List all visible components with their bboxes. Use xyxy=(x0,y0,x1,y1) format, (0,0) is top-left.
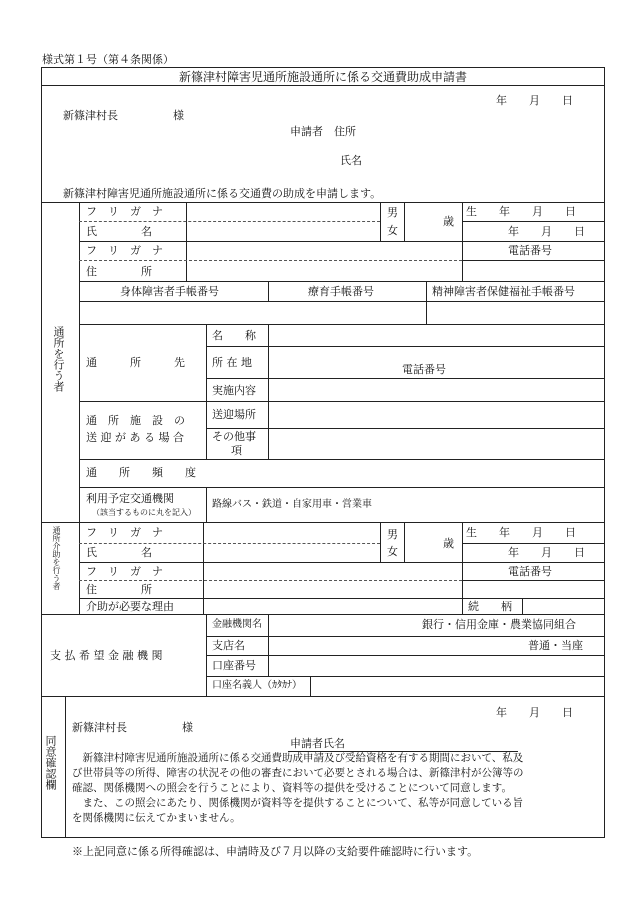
attendee-name-label: 氏 名 xyxy=(86,225,152,238)
attendee-birth-date: 年 月 日 xyxy=(508,225,585,238)
footnote: ※上記同意に係る所得確認は、申請時及び７月以降の支給要件確認時に行います。 xyxy=(72,845,479,858)
escort-address-label: 住 所 xyxy=(86,583,152,596)
escort-relation-label: 続 柄 xyxy=(468,600,512,613)
consent-addressee: 新篠津村長 様 xyxy=(72,721,193,734)
attendee-furigana-label: フ リ ガ ナ xyxy=(86,205,163,218)
table-border-top xyxy=(41,67,605,68)
bank-branch-label: 支店名 xyxy=(212,639,245,652)
pickup-label-line1: 通 所 施 設 の xyxy=(86,414,185,427)
table-border-bottom xyxy=(41,837,605,838)
transport-label: 利用予定交通機関 xyxy=(86,492,174,505)
transport-note: （該当するものに丸を記入） xyxy=(92,508,196,517)
pickup-label-line2: 送 迎 が あ る 場 合 xyxy=(86,431,184,444)
escort-label-divider xyxy=(203,522,204,614)
escort-birth-date: 年 月 日 xyxy=(508,546,585,559)
escort-side-label: 通所介助を行う者 xyxy=(52,526,61,590)
notebook-mental-label: 精神障害者保健福祉手帳番号 xyxy=(432,285,575,298)
other-label-line2: 項 xyxy=(231,444,242,457)
escort-phone-label: 電話番号 xyxy=(508,565,552,578)
consent-para1-line3: 確認、関係機関への照会を行うことにより、資料等の提供を受けることについて同意します。 xyxy=(72,782,512,794)
consent-top-rule xyxy=(41,696,605,697)
destination-name-label: 名 称 xyxy=(212,329,256,342)
attendee-top-rule xyxy=(41,202,605,203)
attendee-side-divider xyxy=(79,202,80,522)
bank-account-number-label: 口座番号 xyxy=(212,659,256,672)
escort-top-rule xyxy=(41,522,605,523)
consent-para2-line2: を関係機関に伝えてかまいません。 xyxy=(72,812,241,824)
consent-para1-line2: び世帯員等の所得、障害の状況その他の審査において必要とされる場合は、新篠津村が公簿等の xyxy=(72,767,524,779)
header-addressee: 新篠津村長 様 xyxy=(63,109,184,122)
consent-para1-line1: 新篠津村障害児通所施設通所に係る交通費助成申請及び受給資格を有する期間において、私及 xyxy=(72,752,524,764)
form-label: 様式第１号（第４条関係） xyxy=(42,53,174,66)
bank-top-rule xyxy=(41,614,605,615)
escort-furigana-label: フ リ ガ ナ xyxy=(86,526,163,539)
application-statement: 新篠津村障害児通所施設通所に係る交通費の助成を申請します。 xyxy=(63,187,382,200)
destination-label: 通 所 先 xyxy=(86,356,185,369)
transport-options: 路線バス・鉄道・自家用車・営業車 xyxy=(212,499,372,510)
consent-side-label: 同意確認欄 xyxy=(44,735,57,790)
bank-holder-label: 口座名義人（ｶﾀｶﾅ） xyxy=(212,680,302,691)
escort-sex-female: 女 xyxy=(387,545,398,558)
bank-section-label: 支 払 希 望 金 融 機 関 xyxy=(50,649,163,662)
attendee-age-label: 歳 xyxy=(443,215,454,228)
attendee-address-label: 住 所 xyxy=(86,265,152,278)
escort-sex-male: 男 xyxy=(387,528,398,541)
applicant-name-label: 氏名 xyxy=(340,154,362,167)
escort-address-furigana-label: フ リ ガ ナ xyxy=(86,565,163,578)
consent-date: 年 月 日 xyxy=(496,706,573,719)
destination-phone-label: 電話番号 xyxy=(402,363,446,376)
consent-para2-line1: また、この照会にあたり、関係機関が資料等を提供することについて、私等が同意している旨 xyxy=(72,797,524,809)
destination-label-divider xyxy=(206,324,207,459)
notebook-physical-label: 身体障害者手帳番号 xyxy=(120,285,219,298)
escort-age-label: 歳 xyxy=(443,537,454,550)
pickup-place-label: 送迎場所 xyxy=(212,408,256,421)
bank-institution-label: 金融機関名 xyxy=(212,619,262,630)
applicant-address-label: 申請者 住所 xyxy=(290,125,356,138)
destination-content-label: 実施内容 xyxy=(212,384,256,397)
escort-reason-label: 介助が必要な理由 xyxy=(86,600,174,613)
attendee-phone-label: 電話番号 xyxy=(508,244,552,257)
table-border-right xyxy=(604,67,605,837)
title-bottom-rule xyxy=(41,85,605,86)
destination-location-label: 所 在 地 xyxy=(212,356,252,369)
attendee-sex-female: 女 xyxy=(387,224,398,237)
attendee-birth-label: 生 年 月 日 xyxy=(466,205,576,218)
escort-birth-label: 生 年 月 日 xyxy=(466,526,576,539)
attendee-side-label: 通所を行う者 xyxy=(52,326,65,392)
escort-name-label: 氏 名 xyxy=(86,546,152,559)
frequency-label: 通 所 頻 度 xyxy=(86,466,196,479)
consent-side-divider xyxy=(65,696,66,837)
table-border-left xyxy=(41,67,42,837)
form-title: 新篠津村障害児通所施設通所に係る交通費助成申請書 xyxy=(178,70,467,84)
notebook-rehab-label: 療育手帳番号 xyxy=(308,285,374,298)
consent-applicant-label: 申請者氏名 xyxy=(290,737,345,750)
attendee-sex-male: 男 xyxy=(387,206,398,219)
bank-institution-types: 銀行・信用金庫・農業協同組合 xyxy=(422,618,576,631)
bank-account-types: 普通・当座 xyxy=(528,639,583,652)
header-date: 年 月 日 xyxy=(496,94,573,107)
attendee-address-furigana-label: フ リ ガ ナ xyxy=(86,244,163,257)
other-label-line1: その他事 xyxy=(212,430,256,443)
